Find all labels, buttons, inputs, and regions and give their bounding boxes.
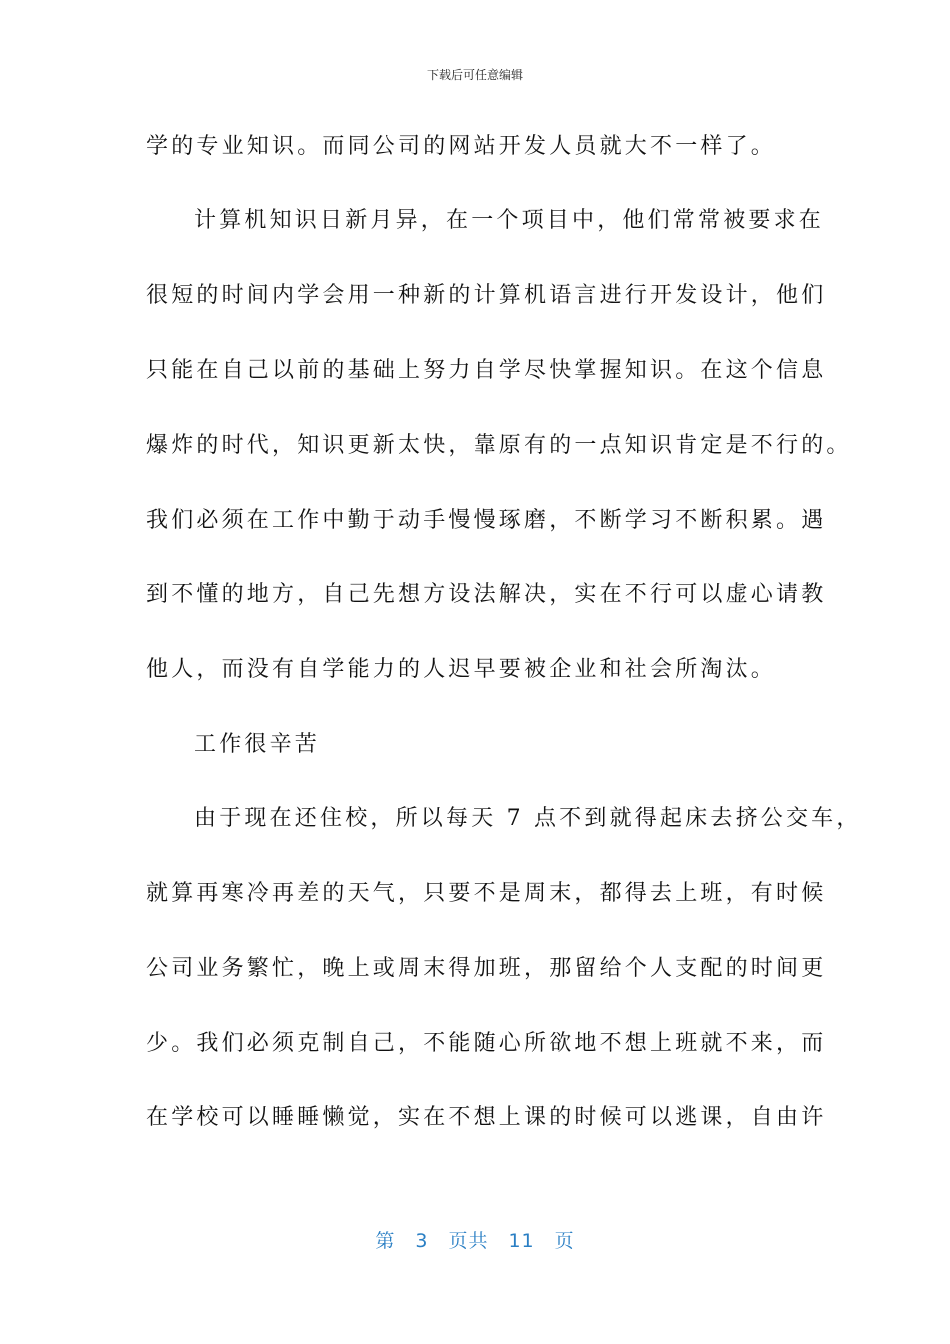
page-number-footer [0,1226,950,1253]
text-line: 就算再寒冷再差的天气，只要不是周末，都得去上班，有时候 [146,881,827,906]
page-label-middle: 页共 [448,1230,489,1252]
header-note: 下载后可任意编辑 [426,68,523,82]
text-line: 只能在自己以前的基础上努力自学尽快掌握知识。在这个信息 [146,358,827,383]
text-line: 在学校可以睡睡懒觉，实在不想上课的时候可以逃课，自由许 [146,1105,827,1130]
text-line: 爆炸的时代，知识更新太快，靠原有的一点知识肯定是不行的。 [146,433,852,458]
text-line: 很短的时间内学会用一种新的计算机语言进行开发设计，他们 [146,283,827,308]
text-line: 计算机知识日新月异，在一个项目中，他们常常被要求在 [194,208,825,233]
total-pages-number: 11 [508,1230,535,1252]
text-line: 由于现在还住校，所以每天 7 点不到就得起床去挤公交车， [194,806,862,831]
text-line: 学的专业知识。而同公司的网站开发人员就大不一样了。 [146,134,777,159]
page-label-prefix: 第 [375,1230,396,1252]
text-line: 公司业务繁忙，晚上或周末得加班，那留给个人支配的时间更 [146,956,827,981]
section-heading: 工作很辛苦 [194,732,321,757]
text-line: 他人，而没有自学能力的人迟早要被企业和社会所淘汰。 [146,657,777,682]
text-line: 我们必须在工作中勤于动手慢慢琢磨，不断学习不断积累。遇 [146,508,827,533]
text-line: 到不懂的地方，自己先想方设法解决，实在不行可以虚心请教 [146,582,827,607]
current-page-number: 3 [415,1230,429,1252]
text-line: 少。我们必须克制自己，不能随心所欲地不想上班就不来，而 [146,1031,827,1056]
page-label-suffix: 页 [554,1230,575,1252]
